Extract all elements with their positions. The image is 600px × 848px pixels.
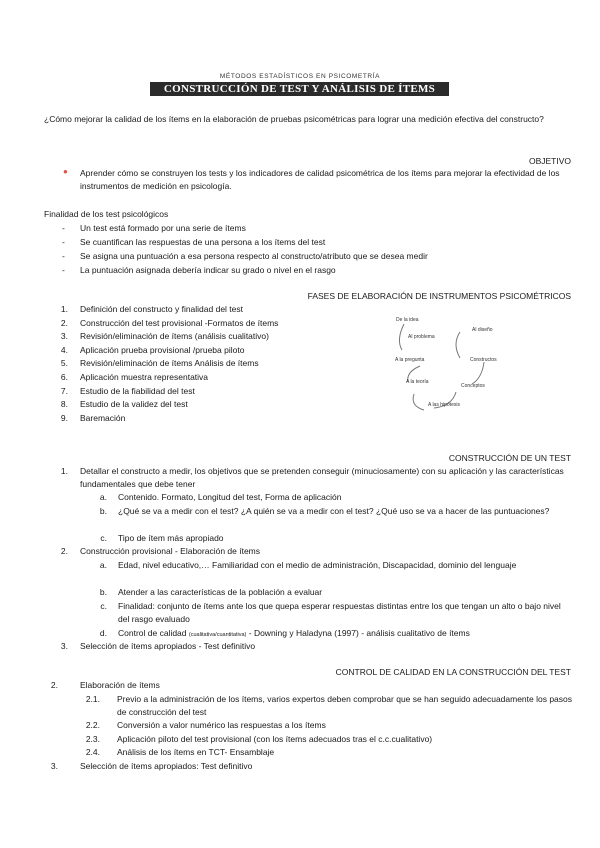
list-number: 2.2. bbox=[85, 720, 100, 730]
diagram-label: A las hipótesis bbox=[428, 402, 460, 408]
quality-control-reference: - Downing y Haladyna (1997) - análisis cualitativo de ítems bbox=[248, 628, 470, 638]
dash-icon: - bbox=[62, 237, 65, 247]
construction-step-2: Construcción provisional - Elaboración de ítems bbox=[80, 546, 261, 556]
list-number: 5. bbox=[60, 358, 68, 369]
list-number: 3. bbox=[60, 331, 68, 342]
list-number: 1. bbox=[60, 466, 68, 476]
list-item: Edad, nivel educativo,… Familiaridad con el medio de administración, Discapacidad, dominio del lenguaje bbox=[118, 560, 517, 570]
list-number: 2. bbox=[60, 546, 68, 556]
list-number: 2.4. bbox=[85, 747, 100, 757]
bullet-icon: ● bbox=[63, 167, 68, 176]
list-letter: b. bbox=[99, 587, 107, 597]
phase-item: Estudio de la fiabilidad del test bbox=[80, 385, 195, 396]
phases-heading: FASES DE ELABORACIÓN DE INSTRUMENTOS PSICOMÉTRICOS bbox=[307, 291, 571, 301]
list-item: Análisis de los ítems en TCT- Ensamblaje bbox=[117, 747, 275, 757]
list-number: 8. bbox=[60, 399, 68, 410]
phase-item: Revisión/eliminación de ítems (análisis cualitativo) bbox=[80, 331, 269, 342]
list-number: 6. bbox=[60, 372, 68, 382]
dash-icon: - bbox=[62, 265, 65, 275]
phase-item: Construcción del test provisional -Formatos de ítems bbox=[80, 317, 279, 328]
diagram-label: Conceptos bbox=[461, 383, 485, 389]
page-title: CONSTRUCCIÓN DE TEST Y ANÁLISIS DE ÍTEMS bbox=[150, 82, 449, 96]
phase-item: Baremación bbox=[80, 412, 126, 423]
cycle-arrow bbox=[456, 332, 460, 358]
phase-item: Aplicación muestra representativa bbox=[80, 372, 209, 382]
phase-item: Aplicación prueba provisional /prueba piloto bbox=[80, 344, 245, 355]
purpose-heading: Finalidad de los test psicológicos bbox=[44, 209, 169, 219]
list-letter: c. bbox=[100, 601, 107, 611]
list-item: Un test está formado por una serie de ítems bbox=[80, 223, 246, 233]
research-cycle-diagram bbox=[390, 310, 500, 420]
guiding-question: ¿Cómo mejorar la calidad de los ítems en la elaboración de pruebas psicométricas para lograr una medición efectiva del constructo? bbox=[44, 114, 544, 124]
list-item: Tipo de ítem más apropiado bbox=[118, 533, 224, 543]
list-item: Atender a las características de la población a evaluar bbox=[118, 587, 323, 597]
construction-step-3: Selección de ítems apropiados - Test definitivo bbox=[80, 641, 256, 651]
list-letter: c. bbox=[100, 533, 107, 543]
diagram-label: Constructos bbox=[470, 357, 497, 363]
list-item: Finalidad: conjunto de ítems ante los que quepa esperar respuestas distintas entre los que tengan un alto o bajo nivel del rasgo evaluado bbox=[118, 601, 561, 624]
quality-step-3: Selección de ítems apropiados: Test definitivo bbox=[80, 761, 253, 771]
diagram-label: De la idea bbox=[396, 317, 419, 323]
list-number: 4. bbox=[60, 344, 68, 355]
list-letter: b. bbox=[99, 506, 107, 516]
subject-label: MÉTODOS ESTADÍSTICOS EN PSICOMETRÍA bbox=[219, 73, 381, 80]
list-item: Aplicación piloto del test provisional (con los ítems adecuados tras el c.c.cualitativo) bbox=[117, 734, 433, 744]
list-item: Conversión a valor numérico las respuestas a los ítems bbox=[117, 720, 326, 730]
list-number: 3. bbox=[50, 761, 58, 771]
diagram-label: Al problema bbox=[408, 334, 435, 340]
list-number: 2.1. bbox=[85, 694, 100, 704]
quality-step-2: Elaboración de ítems bbox=[80, 680, 160, 690]
list-item: Contenido. Formato, Longitud del test, Forma de aplicación bbox=[118, 492, 342, 502]
list-item: Previo a la administración de los ítems, varios expertos deben comprobar que se han seguido adecuadamente los pasos de construcción del test bbox=[117, 694, 573, 717]
list-item: Se asigna una puntuación a esa persona respecto al constructo/atributo que se desea medir bbox=[80, 251, 428, 261]
list-letter: a. bbox=[99, 492, 107, 502]
quality-control-label: Control de calidad bbox=[118, 628, 187, 638]
phase-item: Revisión/eliminación de ítems Análisis de ítems bbox=[80, 358, 259, 369]
phase-item: Estudio de la validez del test bbox=[80, 399, 188, 410]
list-item: La puntuación asignada debería indicar su grado o nivel en el rasgo bbox=[80, 265, 336, 275]
cycle-arrow bbox=[399, 324, 404, 350]
diagram-label: A la teoría bbox=[406, 379, 429, 385]
list-item bbox=[118, 627, 470, 641]
diagram-label: Al diseño bbox=[472, 327, 493, 333]
list-number: 1. bbox=[60, 304, 68, 314]
cycle-arrow bbox=[472, 362, 484, 384]
dash-icon: - bbox=[62, 251, 65, 261]
list-item: Se cuantifican las respuestas de una persona a los ítems del test bbox=[80, 237, 326, 247]
list-number: 7. bbox=[60, 385, 68, 396]
list-number: 2.3. bbox=[85, 734, 100, 744]
diagram-label: A la pregunta bbox=[395, 357, 425, 363]
construction-step-1: Detallar el constructo a medir, los objetivos que se pretenden conseguir (minuciosamente) con su aplicación y las características fundamentales que debe tener bbox=[80, 466, 564, 489]
dash-icon: - bbox=[62, 223, 65, 233]
objective-heading: OBJETIVO bbox=[528, 156, 571, 166]
objective-text: Aprender cómo se construyen los tests y los indicadores de calidad psicométrica de los ítems para mejorar la efectividad de los instrumentos de medición en psicología. bbox=[80, 168, 560, 191]
phase-item: Definición del constructo y finalidad del test bbox=[80, 304, 244, 314]
construction-heading: CONSTRUCCIÓN DE UN TEST bbox=[448, 453, 571, 463]
list-number: 9. bbox=[60, 412, 68, 423]
quality-control-type: (cualitativa/cuantitativa) bbox=[188, 632, 247, 638]
quality-heading: CONTROL DE CALIDAD EN LA CONSTRUCCIÓN DEL TEST bbox=[335, 667, 571, 677]
list-number: 2. bbox=[50, 680, 58, 690]
list-letter: d. bbox=[99, 628, 107, 638]
list-number: 3. bbox=[60, 641, 68, 651]
list-letter: a. bbox=[99, 560, 107, 570]
list-number: 2. bbox=[60, 317, 68, 328]
cycle-arrow bbox=[413, 394, 424, 410]
list-item: ¿Qué se va a medir con el test? ¿A quién se va a medir con el test? ¿Qué uso se va a hacer de las puntuaciones? bbox=[118, 506, 550, 516]
